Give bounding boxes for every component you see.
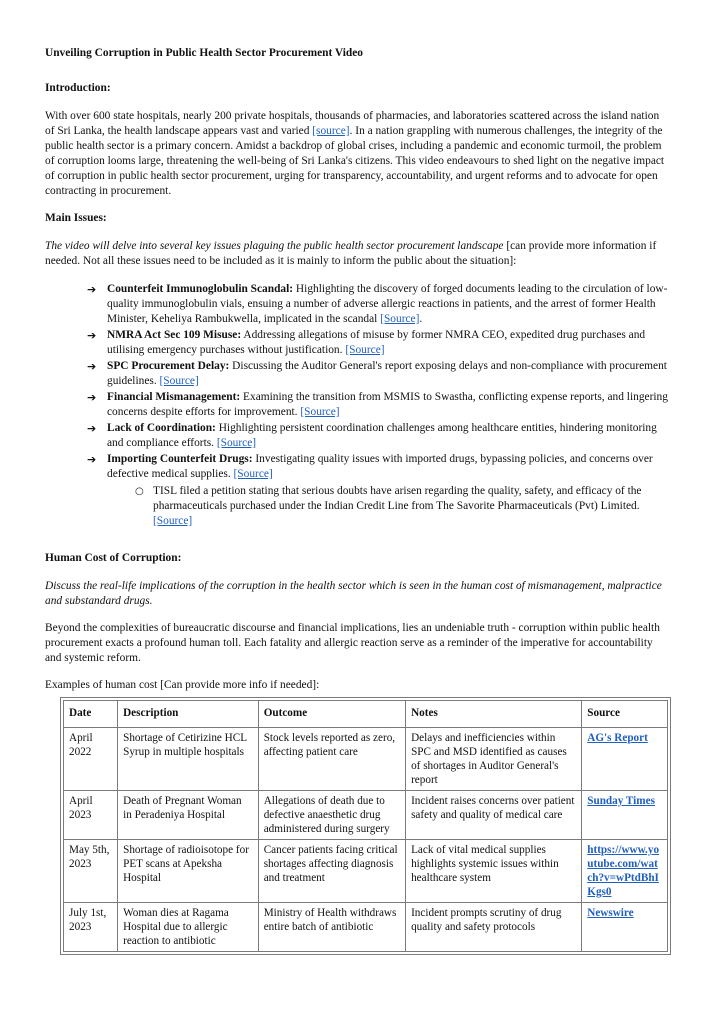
column-header-description: Description — [118, 701, 259, 728]
table-row — [64, 903, 668, 952]
cell-outcome: Stock levels reported as zero, affecting patient care — [258, 728, 405, 791]
table-row — [64, 840, 668, 903]
cell-description: Shortage of Cetirizine HCL Syrup in multiple hospitals — [118, 728, 259, 791]
human-cost-paragraph: Beyond the complexities of bureaucratic discourse and financial implications, lies an undeniable truth - corruption within public health procurement exacts a profound human toll. Each fatality and allergic reaction serve as a reminder of the imperative for accountability and systemic reform. — [45, 622, 660, 664]
source-link[interactable]: Sunday Times — [587, 795, 655, 807]
issue-text: Examining the transition from MSMIS to Swastha, conflicting expense reports, and lingering concerns despite efforts for improvement. — [107, 391, 668, 418]
cell-outcome: Allegations of death due to defective anaesthetic drug administered during surgery — [258, 791, 405, 840]
cell-source — [582, 903, 668, 952]
issue-title: Counterfeit Immunoglobulin Scandal: — [107, 283, 294, 295]
column-header-date: Date — [64, 701, 118, 728]
cell-notes: Delays and inefficiencies within SPC and MSD identified as causes of shortages in Auditor General's report — [406, 728, 582, 791]
intro-text-2: . In a nation grappling with numerous challenges, the integrity of the public health sector is a primary concern. Amidst a backdrop of global crises, including a pandemic and economic turmoil, the problem of corruption looms large, threatening the well-being of Sri Lanka's citizens. This video endeavours to shed light on the negative impact of corruption in public health sector procurement, urging for transparency, accountability, and urgent reforms and to advocate for open contracting in procurement. — [45, 125, 665, 197]
issue-text: Highlighting persistent coordination challenges among healthcare entities, hindering monitoring and compliance efforts. — [107, 422, 657, 449]
issue-tail: . — [419, 313, 423, 325]
source-link[interactable]: [Source] — [233, 468, 273, 480]
source-link[interactable]: [Source] — [380, 313, 420, 325]
source-link[interactable]: https://www.youtube.com/watch?v=wPtdBhIKgs0 — [587, 844, 660, 898]
source-link[interactable]: AG's Report — [587, 732, 648, 744]
issue-text: Highlighting the discovery of forged documents leading to the circulation of low-quality immunoglobulin vials, ensuing a number of adverse allergic reactions in patients, and the arrest of former Health Minister, Keheliya Rambukwella, implicated in the scandal — [107, 283, 668, 325]
cell-outcome: Cancer patients facing critical shortages affecting diagnosis and treatment — [258, 840, 405, 903]
cell-outcome: Ministry of Health withdraws entire batch of antibiotic — [258, 903, 405, 952]
sub-list — [107, 484, 670, 529]
list-item — [87, 282, 670, 327]
main-issues-intro-rest: [can provide more information if needed. Not all these issues need to be included as it is mainly to inform the public about the situation]: — [45, 240, 657, 267]
issue-text: Addressing allegations of misuse by former NMRA CEO, expedited drug purchases and utilising emergency purchases without justification. — [107, 329, 646, 356]
source-link[interactable]: [Source] — [300, 406, 340, 418]
cell-description: Death of Pregnant Woman in Peradeniya Hospital — [118, 791, 259, 840]
issue-text: Discussing the Auditor General's report exposing delays and non-compliance with procurement guidelines. — [107, 360, 667, 387]
introduction-paragraph — [45, 109, 670, 199]
source-link[interactable]: [Source] — [159, 375, 199, 387]
cell-source — [582, 728, 668, 791]
human-cost-table — [63, 700, 668, 952]
cell-date: April 2022 — [64, 728, 118, 791]
cell-source — [582, 840, 668, 903]
arrow-bullet-icon: ➔ — [87, 391, 97, 404]
source-link[interactable]: [source] — [312, 125, 350, 137]
arrow-bullet-icon: ➔ — [87, 453, 97, 466]
circle-bullet-icon: ○ — [135, 486, 144, 497]
issue-title: Financial Mismanagement: — [107, 391, 241, 403]
cell-description: Shortage of radioisotope for PET scans at Apeksha Hospital — [118, 840, 259, 903]
cell-notes: Incident raises concerns over patient safety and quality of medical care — [406, 791, 582, 840]
document-title: Unveiling Corruption in Public Health Sector Procurement Video — [45, 47, 363, 59]
column-header-outcome: Outcome — [258, 701, 405, 728]
main-issues-intro-italic: The video will delve into several key issues plaguing the public health sector procurement landscape — [45, 240, 504, 252]
main-issues-heading: Main Issues: — [45, 212, 107, 224]
cell-date: July 1st, 2023 — [64, 903, 118, 952]
issue-text: Investigating quality issues with imported drugs, bypassing policies, and concerns over defective medical supplies. — [107, 453, 653, 480]
column-header-source: Source — [582, 701, 668, 728]
sub-item-text: TISL filed a petition stating that serious doubts have arisen regarding the quality, safety, and efficacy of the pharmaceuticals purchased under the Indian Credit Line from The Savorite Pharmaceuticals (Pvt) Limited. — [153, 485, 642, 512]
examples-label: Examples of human cost [Can provide more info if needed]: — [45, 679, 320, 691]
arrow-bullet-icon: ➔ — [87, 283, 97, 296]
source-link[interactable]: [Source] — [345, 344, 385, 356]
source-link[interactable]: [Source] — [153, 515, 193, 527]
cell-notes: Incident prompts scrutiny of drug quality and safety protocols — [406, 903, 582, 952]
issue-title: NMRA Act Sec 109 Misuse: — [107, 329, 242, 341]
human-cost-italic-paragraph: Discuss the real-life implications of the corruption in the health sector which is seen in the human cost of mismanagement, malpractice and substandard drugs. — [45, 580, 662, 607]
cell-notes: Lack of vital medical supplies highlights systemic issues within healthcare system — [406, 840, 582, 903]
arrow-bullet-icon: ➔ — [87, 360, 97, 373]
main-issues-intro — [45, 239, 670, 269]
issue-title: Lack of Coordination: — [107, 422, 216, 434]
issue-title: Importing Counterfeit Drugs: — [107, 453, 253, 465]
cell-date: April 2023 — [64, 791, 118, 840]
human-cost-heading: Human Cost of Corruption: — [45, 552, 182, 564]
table-row — [64, 728, 668, 791]
list-item — [87, 421, 670, 451]
cell-date: May 5th, 2023 — [64, 840, 118, 903]
cell-description: Woman dies at Ragama Hospital due to allergic reaction to antibiotic — [118, 903, 259, 952]
introduction-heading: Introduction: — [45, 82, 111, 94]
table-header-row — [64, 701, 668, 728]
intro-text-1: With over 600 state hospitals, nearly 200 private hospitals, thousands of pharmacies, and laboratories scattered across the island nation of Sri Lanka, the health landscape appears vast and varied — [45, 110, 660, 137]
human-cost-table-frame — [60, 697, 671, 955]
arrow-bullet-icon: ➔ — [87, 329, 97, 342]
sub-list-item — [135, 484, 670, 529]
list-item — [87, 390, 670, 420]
table-row — [64, 791, 668, 840]
issue-title: SPC Procurement Delay: — [107, 360, 230, 372]
source-link[interactable]: Newswire — [587, 907, 634, 919]
list-item — [87, 359, 670, 389]
list-item — [87, 452, 670, 529]
column-header-notes: Notes — [406, 701, 582, 728]
cell-source — [582, 791, 668, 840]
source-link[interactable]: [Source] — [216, 437, 257, 449]
issues-list — [45, 282, 670, 529]
list-item — [87, 328, 670, 358]
arrow-bullet-icon: ➔ — [87, 422, 97, 435]
